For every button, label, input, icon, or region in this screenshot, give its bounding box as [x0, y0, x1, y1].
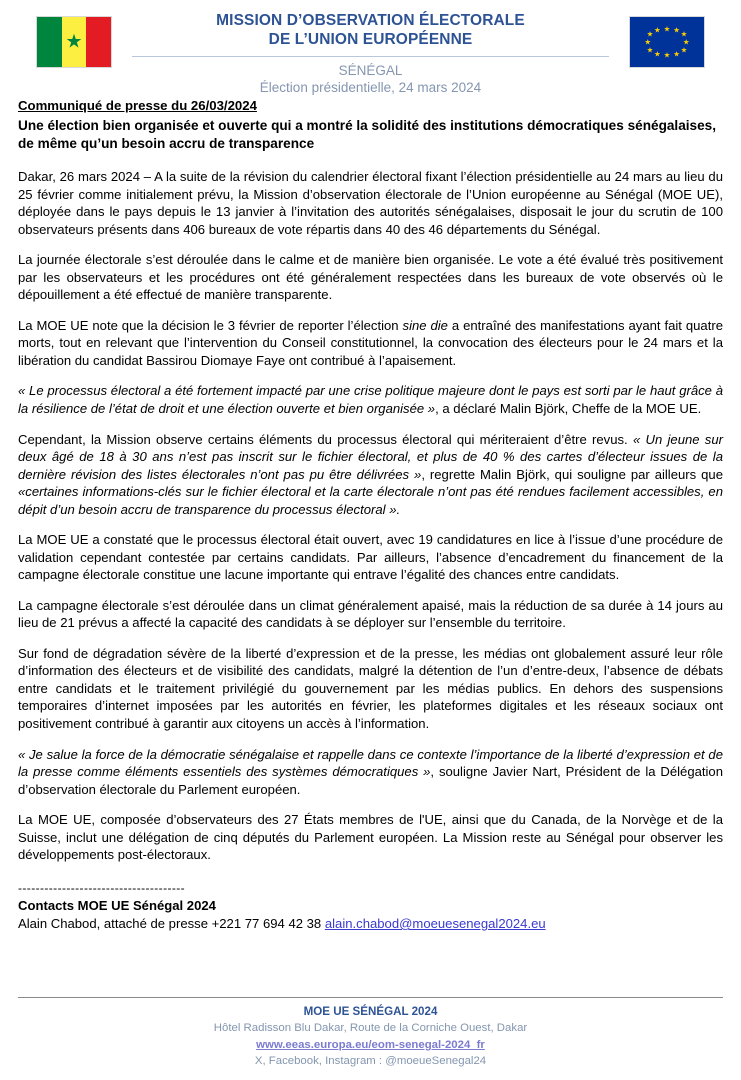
paragraph-p5-run-2: , regrette Malin Björk, qui souligne par ailleurs que [421, 466, 723, 482]
paragraph-p3-run-1: sine die [402, 317, 448, 333]
paragraph-p3-run-2: a entraîné des manifestations ayant fait quatre morts, tout en relevant que l’intervention du Conseil constitutionnel, la convocation des électeurs pour le 24 mars et la libération du candidat Bassirou Diomaye Faye ont contribué à l’apaisement. [18, 317, 723, 368]
country-name: SÉNÉGAL [338, 62, 403, 78]
senegal-flag-container [16, 10, 132, 68]
eu-star-9: ★ [646, 45, 654, 55]
paragraph-p10-run-0: La MOE UE, composée d’observateurs des 27 États membres de l'UE, ainsi que du Canada, de la Norvège et de la Suisse, inclut une délégation de cinq députés du Parlement européen. La Mission reste au Sénégal pour observer les développements post-électoraux. [18, 812, 723, 863]
footer-website-row [18, 1037, 723, 1054]
eu-star-2: ★ [673, 25, 680, 35]
header-titles [132, 10, 609, 96]
footer-social: X, Facebook, Instagram : @moeueSenegal24 [254, 1055, 487, 1068]
organization-title-line2: DE L’UNION EUROPÉENNE [268, 30, 473, 48]
document-body [16, 86, 725, 997]
paragraph-p7 [18, 597, 723, 632]
eu-star-3: ★ [680, 29, 688, 39]
footer-website-link[interactable]: www.eeas.europa.eu/eom-senegal-2024_fr [256, 1038, 485, 1051]
eu-flag-container [609, 10, 725, 68]
paragraph-p10 [18, 811, 723, 864]
contacts-title: Contacts MOE UE Sénégal 2024 [18, 897, 216, 913]
eu-star-5: ★ [680, 45, 688, 55]
paragraph-p9-run-1: , souligne Javier Nart, Président de la Délégation d’observation électorale du Parlement européen. [18, 764, 723, 797]
eu-star-6: ★ [673, 49, 680, 58]
paragraph-p3-run-0: La MOE UE note que la décision le 3 février de reporter l’élection [18, 317, 403, 333]
paragraph-p9-run-0: « Je salue la force de la démocratie sénégalaise et rappelle dans ce contexte l’importance de la liberté d’expression et de la presse comme éléments essentiels des systèmes démocratiques » [18, 746, 723, 780]
press-release-label: Communiqué de presse du 26/03/2024 [18, 98, 257, 113]
press-officer-email-link[interactable]: alain.chabod@moeuesenegal2024.eu [324, 916, 546, 932]
paragraph-p6 [18, 531, 723, 584]
paragraph-p9 [18, 746, 723, 799]
press-release-label-row [18, 86, 723, 115]
organization-title-line1: MISSION D’OBSERVATION ÉLECTORALE [216, 12, 525, 29]
footer-address: Hôtel Radisson Blu Dakar, Route de la Corniche Ouest, Dakar [213, 1022, 528, 1035]
organization-title [132, 12, 609, 50]
paragraph-p1 [18, 168, 723, 238]
paragraph-p8-run-0: Sur fond de dégradation sévère de la liberté d’expression et de la presse, les médias ont globalement assuré leur rôle d’information des électeurs et de visibilité des candidats, malgré la détention de l’un d’entre-deux, l’absence de débats entre candidats et le traitement privilégié du gouvernement par les médias publics. En dehors des suspensions temporaires d’internet imposées par les autorités en février, les plateformes digitales et les réseaux sociaux ont positivement contribué à garantir aux citoyens un accès à l’information. [18, 645, 723, 731]
paragraph-p4-run-1: , a déclaré Malin Björk, Cheffe de la MOE UE. [435, 401, 702, 416]
paragraph-p6-run-0: La MOE UE a constaté que le processus électoral était ouvert, avec 19 candidatures en lice à l’issue d’une procédure de validation cependant contestée par certains candidats. Par ailleurs, l’absence d’encadrement du financement de la campagne électorale constitue une lacune importante qui entrave l’égalité des chances entre candidats. [18, 532, 723, 583]
paragraph-p5 [18, 431, 723, 519]
european-union-flag-icon [629, 16, 705, 68]
eu-star-7: ★ [663, 50, 671, 60]
press-officer-text: Alain Chabod, attaché de presse +221 77 694 42 38 [18, 916, 325, 932]
eu-star-8: ★ [654, 49, 661, 58]
paragraph-p8 [18, 645, 723, 733]
event-name: Élection présidentielle, 24 mars 2024 [259, 80, 482, 96]
header-divider [132, 56, 609, 57]
eu-star-4: ★ [682, 37, 690, 47]
contacts-person-row [18, 915, 723, 933]
eu-star-10: ★ [644, 37, 652, 47]
page-title: Une élection bien organisée et ouverte qui a montré la solidité des institutions démocratiques sénégalaises, de même qu’un besoin accru de transparence [18, 118, 717, 152]
document-header [16, 0, 725, 96]
star-icon: ★ [65, 31, 83, 53]
paragraph-p5-run-0: Cependant, la Mission observe certains éléments du processus électoral qui mériteraient d’être revus. [18, 431, 633, 447]
paragraph-p4 [18, 382, 723, 417]
document-footer [18, 997, 723, 1080]
paragraph-p2 [18, 251, 723, 304]
paragraph-p2-run-0: La journée électorale s’est déroulée dans le calme et de manière bien organisée. Le vote a été évalué très positivement par les observateurs et les procédures ont été généralement respectées dans les bureaux de vote observés où le dépouillement a été effectué de manière transparente. [18, 252, 723, 303]
paragraph-p4-run-0: « Le processus électoral a été fortement impacté par une crise politique majeure dont le pays est sorti par le haut grâce à la résilience de l’état de droit et une élection ouverte et bien organisée » [18, 383, 723, 416]
eu-star-1: ★ [663, 24, 671, 34]
eu-star-11: ★ [646, 29, 654, 39]
eu-star-12: ★ [654, 25, 661, 35]
paragraph-p5-run-3: «certaines informations-clés sur le fichier électoral et la carte électorale n’ont pas été rendues facilement accessibles, en dépit d’un besoin accru de transparence du processus électoral ». [18, 484, 723, 517]
flag-band-green [37, 17, 62, 67]
contacts-block [18, 882, 723, 934]
footer-title: MOE UE SÉNÉGAL 2024 [303, 1004, 438, 1018]
senegal-flag-icon [36, 16, 112, 68]
paragraph-p5-run-1: « Un jeune sur deux âgé de 18 à 30 ans n’est pas inscrit sur le fichier électoral, et plus de 40 % des cartes d’électeur issues de la dernière révision des listes électorales n’ont pas pu être délivrées » [18, 431, 723, 482]
paragraph-p1-run-0: Dakar, 26 mars 2024 – A la suite de la révision du calendrier électoral fixant l’élection présidentielle au 24 mars au lieu du 25 février comme initialement prévu, la Mission d’observation électorale de l’Union européenne au Sénégal (MOE UE), déployée dans le pays depuis le 13 janvier à l’invitation des autorités sénégalaises, disposait le jour du scrutin de 100 observateurs présents dans 406 bureaux de vote répartis dans 40 des 46 départements du Sénégal. [18, 169, 723, 237]
paragraph-p3 [18, 317, 723, 370]
contacts-separator: -------------------------------------- [18, 880, 186, 895]
paragraph-list [18, 168, 723, 864]
paragraph-p7-run-0: La campagne électorale s’est déroulée dans un climat généralement apaisé, mais la réduction de sa durée à 14 jours au lieu de 21 prévus a affecté la capacité des candidats à se déployer sur l’ensemble du territoire. [18, 597, 723, 631]
flag-band-red [86, 17, 111, 67]
